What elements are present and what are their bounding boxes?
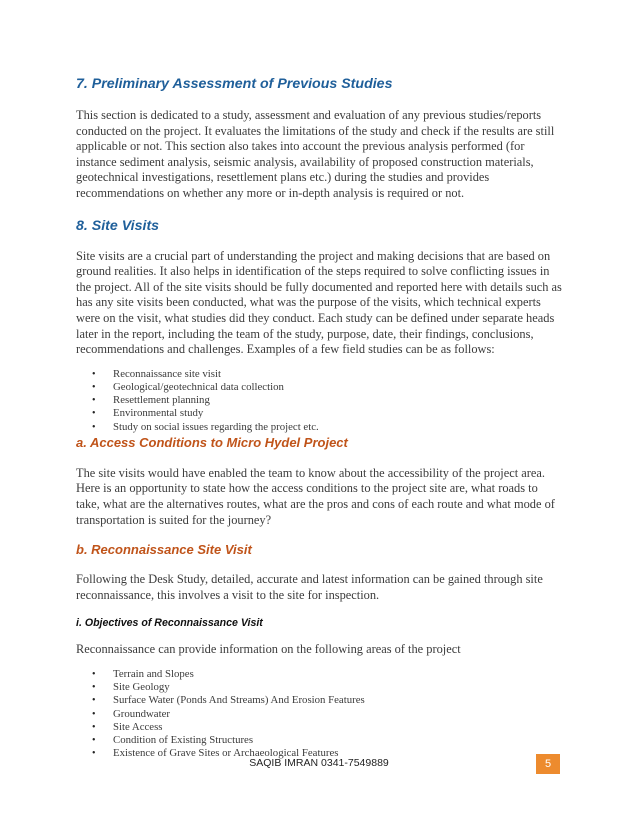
bullet-icon: • (92, 368, 96, 380)
footer-author: SAQIB IMRAN 0341-7549889 (249, 757, 389, 769)
bullet-icon: • (92, 421, 96, 433)
list-item: • Condition of Existing Structures (92, 733, 254, 746)
section-8-paragraph: Site visits are a crucial part of understanding the project and making decisions that are based on ground realities. It also helps in identification of the steps required to solve conflicting issues in the project. All of the site visits should be fully documented and reported here with details such as has any site visits been conducted, what was the purpose of the visits, which technical experts were on the visit, what studies did they conduct. Each study can be defined under separate heads later in the report, including the team of the study, purpose, date, their findings, conclusions, recommendations and challenges. Examples of a few field studies can be as follows: (76, 248, 562, 357)
section-a-paragraph: The site visits would have enabled the team to know about the accessibility of the project area. Here is an opportunity to state how the access conditions to the project site are, what roads to take, what are the alternatives routes, what are the pros and cons of each route and what mode of transportation is suited for the journey? (76, 465, 555, 527)
section-i-paragraph: Reconnaissance can provide information on the following areas of the project (76, 642, 461, 657)
section-a-heading: a. Access Conditions to Micro Hydel Project (76, 434, 348, 450)
list-item: • Surface Water (Ponds And Streams) And Erosion Features (92, 694, 365, 707)
section-8-heading: 8. Site Visits (76, 217, 160, 234)
list-item: • Resettlement planning (92, 394, 210, 407)
list-item: • Existence of Grave Sites or Archaeological Features (92, 747, 339, 760)
section-i-heading: i. Objectives of Reconnaissance Visit (76, 617, 263, 630)
bullet-icon: • (92, 395, 96, 407)
bullet-icon: • (92, 734, 96, 746)
list-item: • Environmental study (92, 407, 204, 420)
bullet-icon: • (92, 721, 96, 733)
list-item: • Study on social issues regarding the project etc. (92, 420, 319, 433)
section-b-paragraph: Following the Desk Study, detailed, accurate and latest information can be gained through site reconnaissance, this involves a visit to the site for inspection. (76, 572, 543, 602)
list-item: • Site Access (92, 720, 163, 733)
field-studies-list (76, 368, 562, 434)
list-item: • Geological/geotechnical data collection (92, 380, 284, 393)
list-item: • Site Geology (92, 681, 170, 694)
bullet-icon: • (92, 682, 96, 694)
section-7-heading: 7. Preliminary Assessment of Previous Studies (76, 76, 393, 92)
section-b-heading: b. Reconnaissance Site Visit (76, 542, 252, 558)
section-7-paragraph: This section is dedicated to a study, assessment and evaluation of any previous studies/reports conducted on the project. It evaluates the limitations of the study and check if the results are still applicable or not. This section also takes into account the previous analysis performed (for instance sediment analysis, seismic analysis, availability of proposed construction materials, geotechnical investigations, resettlement plans etc.) during the studies and provides recommendations on whether any more or in-depth analysis is required or not. (76, 108, 555, 200)
bullet-icon: • (92, 695, 96, 707)
bullet-icon: • (92, 668, 96, 680)
bullet-icon: • (92, 708, 96, 720)
bullet-icon: • (92, 408, 96, 420)
list-item: • Terrain and Slopes (92, 667, 194, 680)
page-footer (0, 754, 638, 774)
bullet-icon: • (92, 748, 96, 760)
page-number-badge: 5 (536, 754, 560, 774)
list-item: • Groundwater (92, 707, 170, 720)
reconnaissance-areas-list (76, 668, 562, 760)
list-item: • Reconnaissance site visit (92, 367, 221, 380)
bullet-icon: • (92, 381, 96, 393)
page-content (76, 74, 562, 760)
